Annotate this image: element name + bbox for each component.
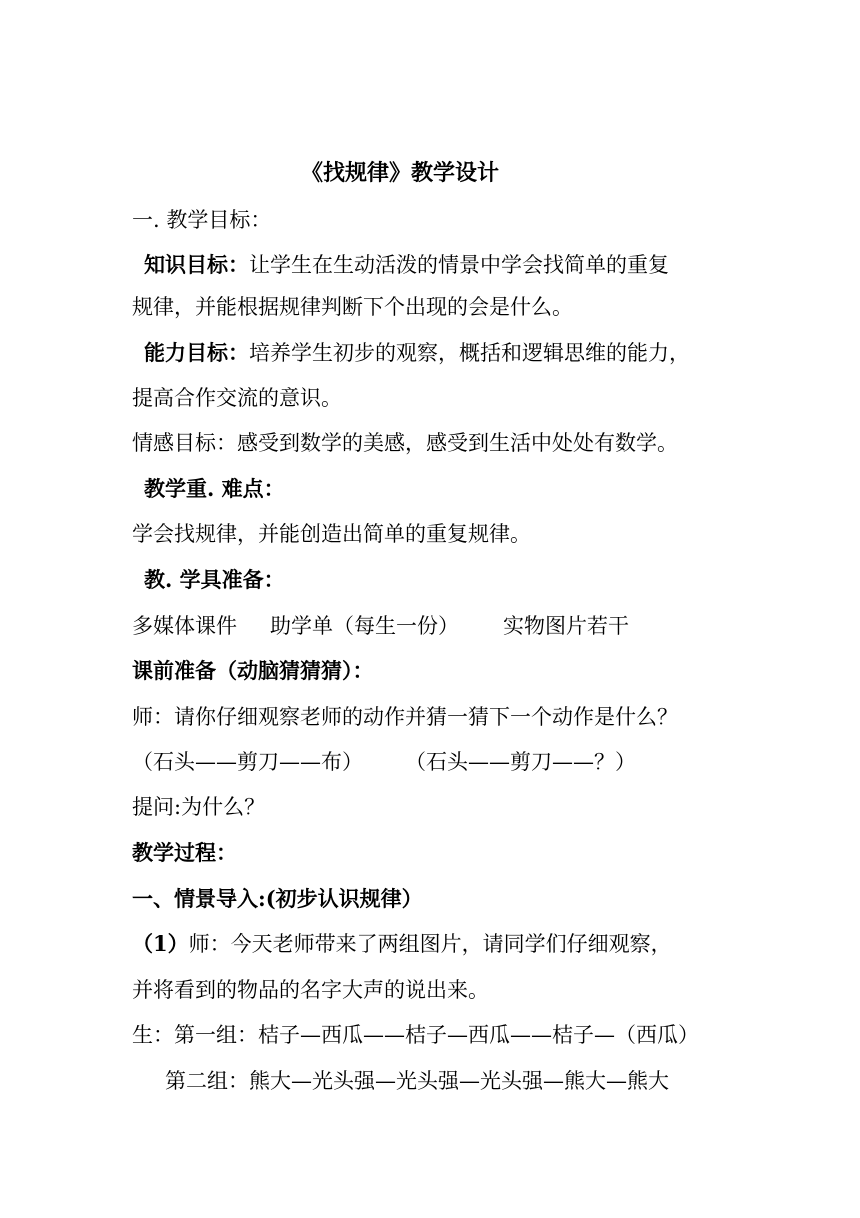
preclass-teacher-line: 师：请你仔细观察老师的动作并猜一猜下一个动作是什么？	[132, 705, 678, 729]
objectives-heading: 一. 教学目标：	[132, 208, 272, 232]
knowledge-label: 知识目标：	[144, 252, 249, 277]
step1-line-2: 并将看到的物品的名字大声的说出来。	[132, 978, 489, 1002]
emotion-objective: 情感目标：感受到数学的美感，感受到生活中处处有数学。	[132, 431, 678, 455]
materials-item-pictures: 实物图片若干	[503, 614, 629, 638]
preclass-question: 提问:为什么？	[132, 795, 266, 819]
key-points-heading: 教学重. 难点：	[144, 476, 285, 501]
key-points-text: 学会找规律，并能创造出简单的重复规律。	[132, 522, 531, 546]
ability-objective-line-2: 提高合作交流的意识。	[132, 386, 342, 410]
student-group1-line: 生：第一组：桔子—西瓜——桔子—西瓜——桔子—（西瓜）	[132, 1023, 699, 1047]
knowledge-objective-line-1	[144, 250, 669, 280]
step1-text: 师：今天老师带来了两组图片，请同学们仔细观察，	[188, 932, 672, 956]
process-heading: 教学过程：	[132, 840, 237, 865]
preclass-sequence-2: （石头——剪刀——？）	[405, 750, 636, 774]
materials-item-worksheet: 助学单（每生一份）	[270, 614, 459, 638]
ability-label: 能力目标：	[144, 340, 249, 365]
knowledge-text: 让学生在生动活泼的情景中学会找简单的重复	[249, 253, 669, 277]
step1-label: （1）	[132, 931, 189, 956]
materials-heading: 教. 学具准备：	[144, 567, 285, 592]
document-title: 《找规律》教学设计	[300, 160, 499, 186]
preclass-sequence-1: （石头——剪刀——布）	[132, 750, 363, 774]
preclass-heading: 课前准备（动脑猜猜猜）：	[132, 658, 374, 683]
student-group2-line: 第二组：熊大—光头强—光头强—光头强—熊大—熊大	[165, 1069, 669, 1093]
ability-text: 培养学生初步的观察，概括和逻辑思维的能力，	[249, 341, 690, 365]
ability-objective-line-1	[144, 338, 690, 368]
knowledge-objective-line-2: 规律，并能根据规律判断下个出现的会是什么。	[132, 295, 573, 319]
section1-heading: 一、情景导入:(初步认识规律）	[132, 886, 423, 911]
step1-line-1	[132, 929, 672, 959]
materials-item-courseware: 多媒体课件	[132, 614, 237, 638]
